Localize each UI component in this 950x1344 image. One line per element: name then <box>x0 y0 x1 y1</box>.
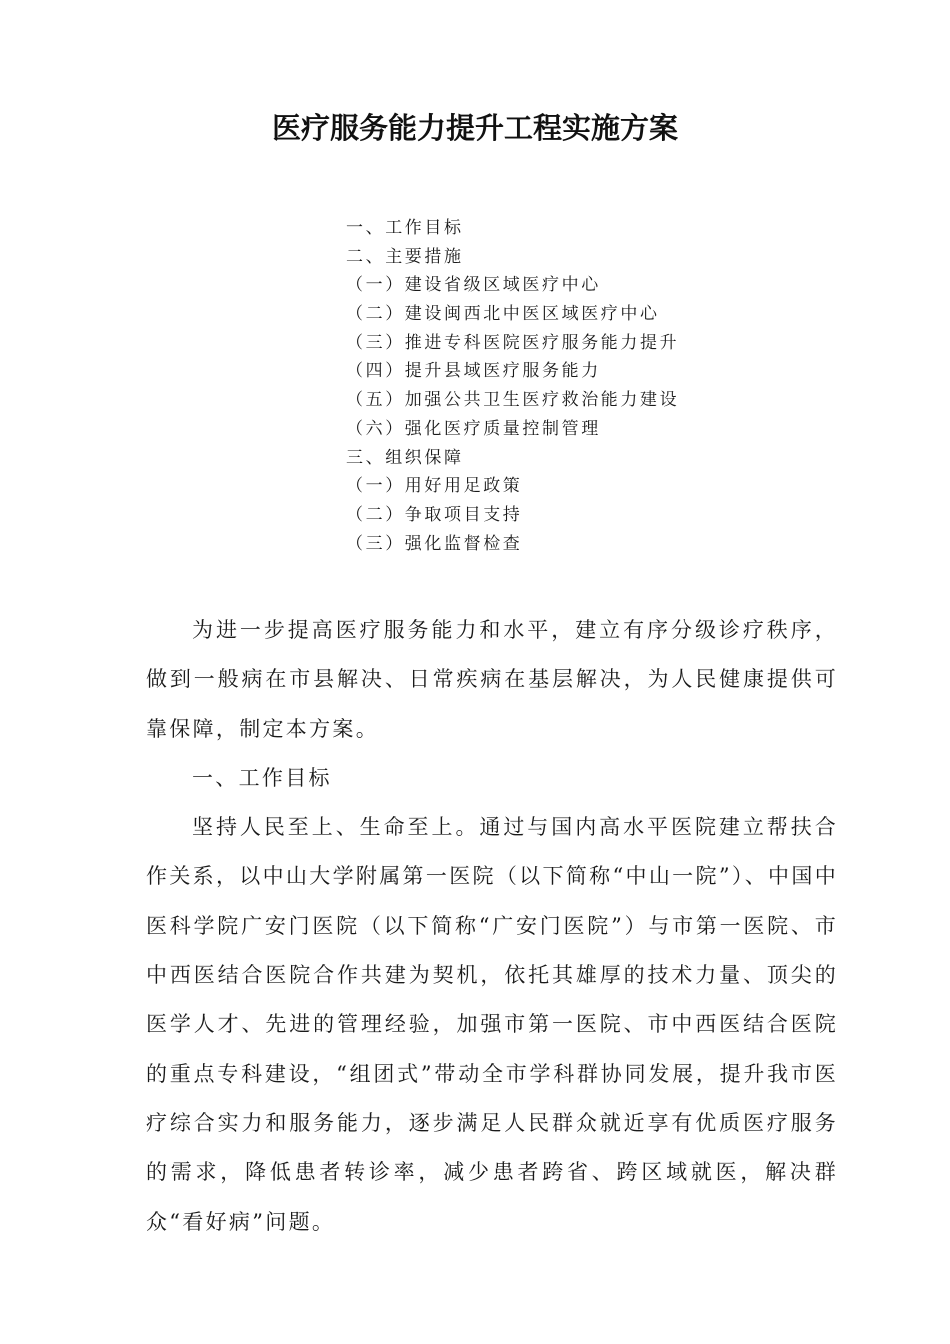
toc-item: （六）强化医疗质量控制管理 <box>346 418 601 439</box>
section-paragraph: 坚持人民至上、生命至上。通过与国内高水平医院建立帮扶合作关系，以中山大学附属第一医院（以下简称“中山一院”）、中国中医科学院广安门医院（以下简称“广安门医院”）与市第一医院、市中西医结合医院合作共建为契机，依托其雄厚的技术力量、顶尖的医学人才、先进的管理经验，加强市第一医院、市中西医结合医院的重点专科建设，“组团式”带动全市学科群协同发展，提升我市医疗综合实力和服务能力，逐步满足人民群众就近享有优质医疗服务的需求，降低患者转诊率，减少患者跨省、跨区域就医，解决群众“看好病”问题。 <box>146 815 838 1234</box>
toc-item: （一）建设省级区域医疗中心 <box>346 275 601 296</box>
toc-item: （三）强化监督检查 <box>346 533 523 554</box>
document-body <box>146 606 838 1247</box>
table-of-contents <box>346 214 766 558</box>
toc-item: （五）加强公共卫生医疗救治能力建设 <box>346 390 680 411</box>
toc-item: 一、工作目标 <box>346 218 464 238</box>
toc-item: （二）争取项目支持 <box>346 504 523 525</box>
toc-item: （一）用好用足政策 <box>346 476 523 497</box>
toc-item: （四）提升县域医疗服务能力 <box>346 361 601 382</box>
toc-item: 二、主要措施 <box>346 246 464 267</box>
toc-item: （三）推进专科医院医疗服务能力提升 <box>346 332 680 353</box>
intro-paragraph: 为进一步提高医疗服务能力和水平，建立有序分级诊疗秩序，做到一般病在市县解决、日常疾病在基层解决，为人民健康提供可靠保障，制定本方案。 <box>146 618 838 741</box>
section-heading: 一、工作目标 <box>192 765 332 790</box>
toc-item: （二）建设闽西北中医区域医疗中心 <box>346 304 660 325</box>
document-title: 医疗服务能力提升工程实施方案 <box>271 111 678 145</box>
toc-item: 三、组织保障 <box>346 447 464 468</box>
